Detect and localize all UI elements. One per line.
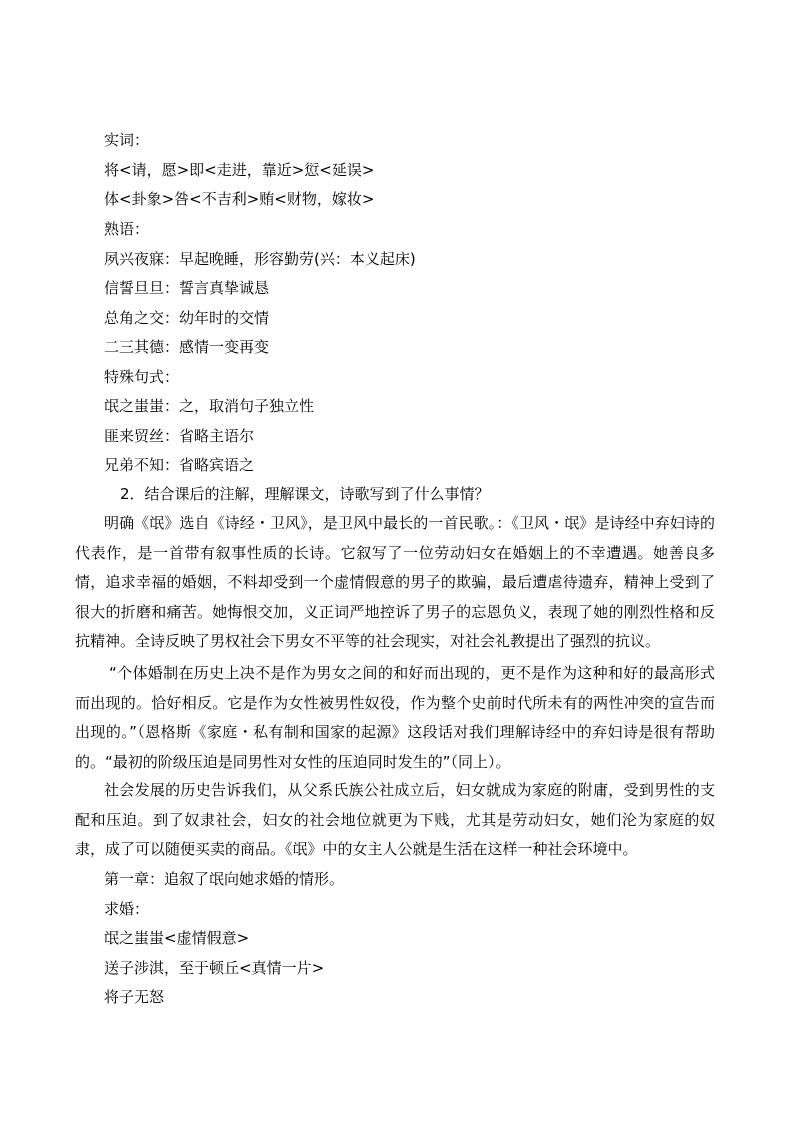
question-heading: 2．结合课后的注解，理解课文，诗歌写到了什么事情？ [120,485,490,503]
sentence-pattern-line: 氓之蚩蚩：之，取消句子独立性 [104,397,315,415]
poem-line: 氓之蚩蚩<虚情假意> [104,929,250,947]
vocab-line: 体<卦象>咎<不吉利>贿<财物，嫁妆> [104,190,375,208]
poem-line: 送子涉淇，至于顿丘<真情一片> [104,959,325,977]
poem-line: 将子无怒 [104,988,165,1006]
paragraph-mingque: 明确《氓》选自《诗经・卫风》，是卫风中最长的一首民歌。：《卫风・氓》是诗经中弃妇诗的代表作，是一首带有叙事性质的长诗。它叙写了一位劳动妇女在婚姻上的不幸遭遇。她善良多情，追求幸福的婚姻，不料却受到一个虚情假意的男子的欺骗，最后遭虐待遗弃，精神上受到了很大的折磨和痛苦。她悔恨交加，义正词严地控诉了男子的忘恩负义，表现了她的刚烈性格和反抗精神。全诗反映了男权社会下男女不平等的社会现实，对社会礼教提出了强烈的抗议。 [75,514,715,650]
chapter-heading: 第一章：追叙了氓向她求婚的情形。 [104,870,345,888]
idiom-line: 二三其德：感情一变再变 [104,338,270,356]
paragraph-engels-quote: “个体婚制在历史上决不是作为男女之间的和好而出现的，更不是作为这种和好的最高形式而出现的。恰好相反。它是作为女性被男性奴役，作为整个史前时代所未有的两性冲突的宣告而出现的。”（恩格斯《家庭・私有制和国家的起源》这段话对我们理解诗经中的弃妇诗是很有帮助的。“最初的阶级压迫是同男性对女性的压迫同时发生的”（同上）。 [75,664,715,771]
section-heading-qiuhun: 求婚： [104,900,150,918]
sentence-pattern-line: 匪来贸丝：省略主语尔 [104,427,255,445]
section-heading-shici: 实词： [104,131,150,149]
vocab-line: 将<请，愿>即<走进，靠近>愆<延误> [104,161,375,179]
idiom-line: 夙兴夜寐：早起晚睡，形容勤劳(兴：本义起床) [104,250,416,268]
paragraph-social-history: 社会发展的历史告诉我们，从父系氏族公社成立后，妇女就成为家庭的附庸，受到男性的支配和压迫。到了奴隶社会，妇女的社会地位就更为下贱，尤其是劳动妇女，她们沦为家庭的奴隶，成了可以随便买卖的商品。《氓》中的女主人公就是生活在这样一种社会环境中。 [75,781,715,858]
idiom-line: 总角之交：幼年时的交情 [104,309,270,327]
idiom-line: 信誓旦旦：誓言真挚诚恳 [104,279,270,297]
section-heading-jushi: 特殊句式： [104,368,180,386]
sentence-pattern-line: 兄弟不知：省略宾语之 [104,456,255,474]
section-heading-shuyu: 熟语： [104,220,150,238]
